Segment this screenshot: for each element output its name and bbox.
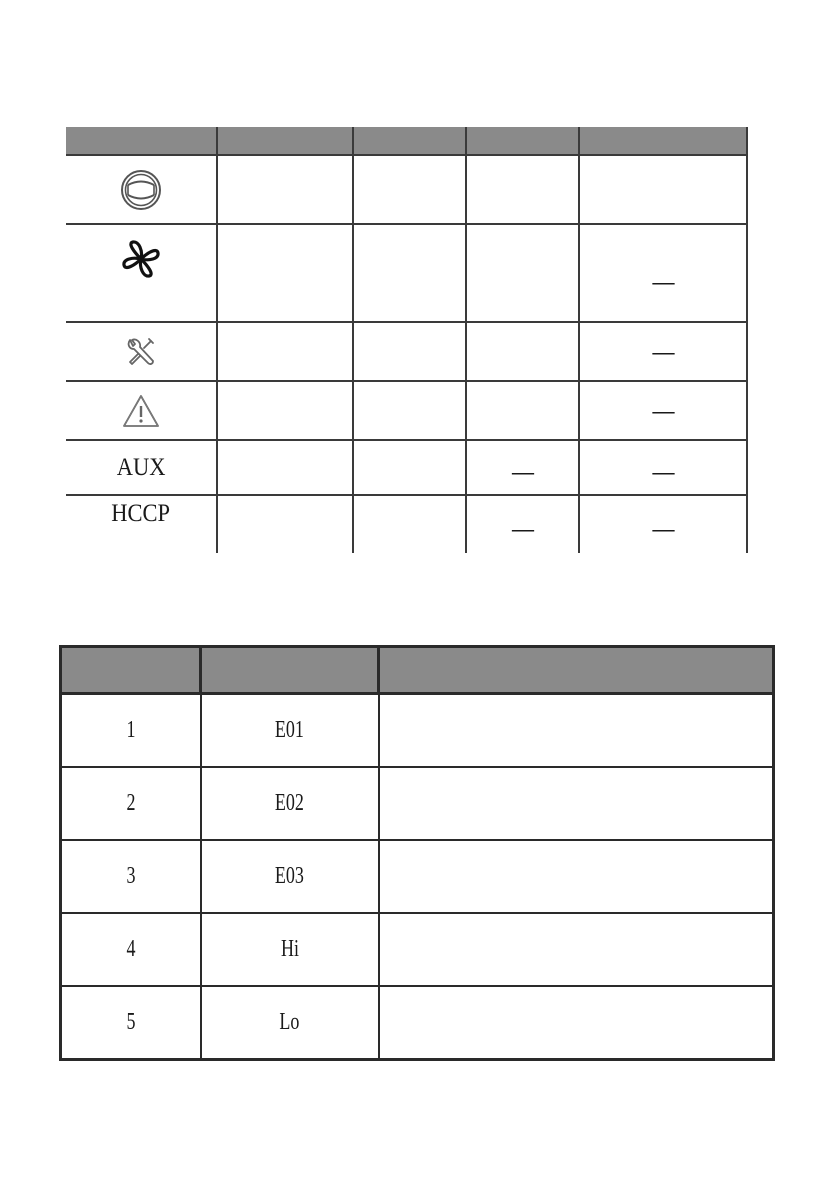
cell [466, 322, 579, 381]
table-row [66, 495, 747, 553]
header-cell [66, 127, 217, 155]
table-row [66, 381, 747, 440]
description-cell [379, 913, 774, 986]
header-cell [466, 127, 579, 155]
table-row [66, 224, 747, 322]
row-number-cell: 4 [61, 913, 201, 986]
description-cell [379, 694, 774, 768]
cell [217, 322, 353, 381]
error-code-cell: E02 [201, 767, 379, 840]
cell [353, 440, 466, 495]
cell [466, 381, 579, 440]
table-row [66, 155, 747, 224]
error-code-cell: Lo [201, 986, 379, 1060]
header-cell [379, 647, 774, 694]
error-code-cell: Hi [201, 913, 379, 986]
header-cell [217, 127, 353, 155]
row-number-cell: 3 [61, 840, 201, 913]
cell: — [579, 499, 747, 557]
table-header-row [61, 647, 774, 694]
row-icon-cell [66, 224, 217, 322]
defrost-wrench-icon [124, 335, 158, 369]
error-code-table [59, 645, 775, 1061]
cell [217, 381, 353, 440]
table-row [66, 440, 747, 495]
row-icon-cell [66, 322, 217, 381]
cell [353, 381, 466, 440]
row-label-cell [66, 440, 217, 495]
header-cell [201, 647, 379, 694]
row-icon-cell [66, 155, 217, 224]
cell [353, 224, 466, 322]
row-label-cell [66, 495, 217, 553]
description-cell [379, 767, 774, 840]
cell [217, 495, 353, 553]
table-row [61, 694, 774, 768]
error-code-cell: E01 [201, 694, 379, 768]
cell [217, 440, 353, 495]
cell: — [579, 233, 747, 331]
cell: — [579, 381, 747, 440]
table-row [61, 986, 774, 1060]
table-header-row [66, 127, 747, 155]
hccp-label: HCCP [111, 500, 171, 527]
cell [217, 224, 353, 322]
icon-status-table [66, 127, 748, 553]
fan-icon [119, 239, 163, 279]
aux-label: AUX [116, 453, 166, 481]
cell [217, 155, 353, 224]
cell [353, 155, 466, 224]
cell: — [579, 444, 747, 499]
table-row [61, 913, 774, 986]
table-row [61, 767, 774, 840]
row-number-cell: 5 [61, 986, 201, 1060]
cell [466, 155, 579, 224]
cell [353, 495, 466, 553]
cell [579, 155, 747, 224]
cell: — [466, 499, 579, 557]
cell [466, 224, 579, 322]
description-cell [379, 840, 774, 913]
row-number-cell: 2 [61, 767, 201, 840]
cell: — [579, 322, 747, 381]
description-cell [379, 986, 774, 1060]
header-cell [579, 127, 747, 155]
header-cell [353, 127, 466, 155]
cell: — [466, 444, 579, 499]
compressor-icon [119, 168, 163, 212]
row-icon-cell [66, 381, 217, 440]
cell [353, 322, 466, 381]
table-row [61, 840, 774, 913]
error-code-cell: E03 [201, 840, 379, 913]
header-cell [61, 647, 201, 694]
row-number-cell: 1 [61, 694, 201, 768]
warning-icon [122, 393, 160, 429]
